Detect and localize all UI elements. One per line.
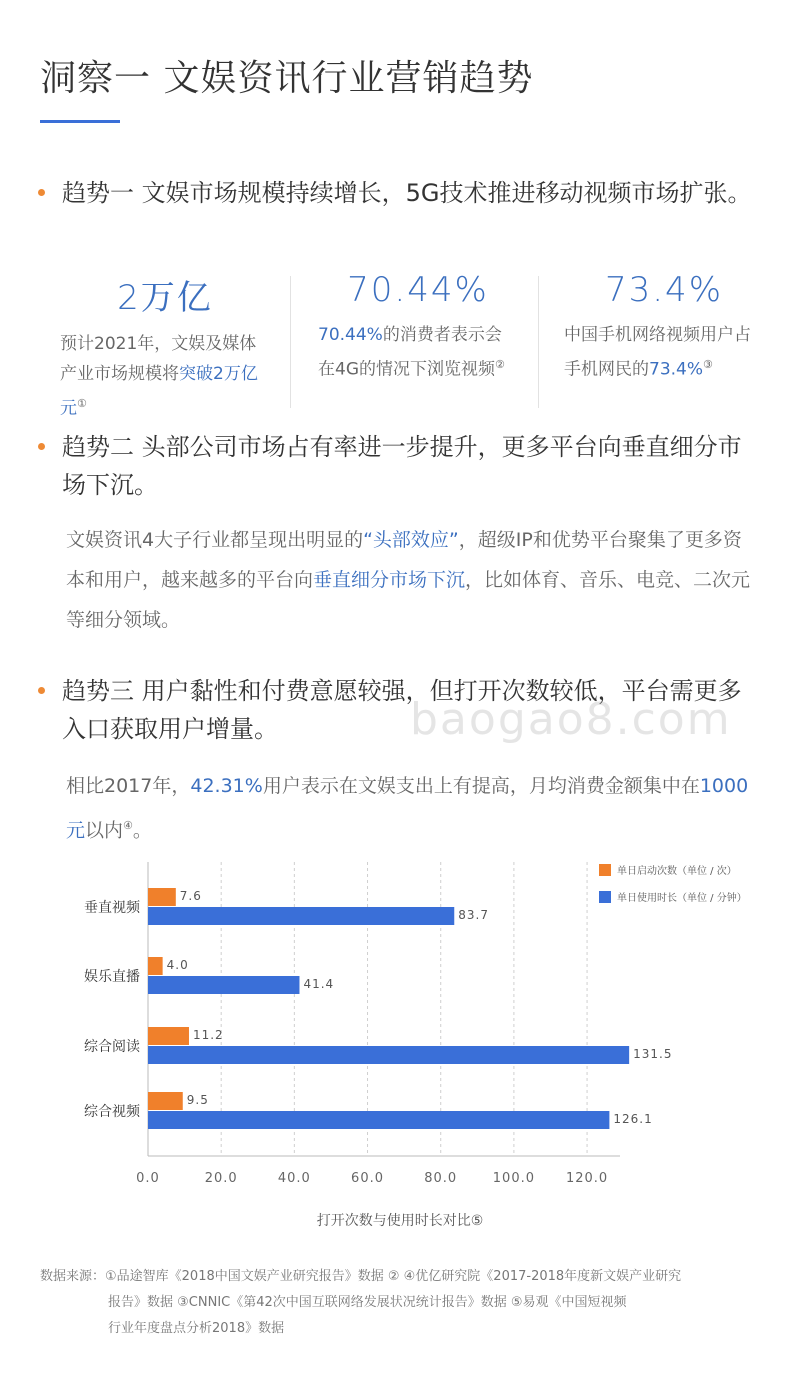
chart-title: 打开次数与使用时长对比: [316, 1213, 471, 1229]
para-text: ，比如体育、音乐、电竞、二次元等细分领域。: [66, 569, 751, 631]
trend-3-paragraph: [66, 766, 756, 850]
source-line: 数据来源：①品途智库《2018中国文娱产业研究报告》数据 ② ④优亿研究院《2017-2018年度新文娱产业研究: [40, 1269, 682, 1284]
title-underline: [40, 120, 120, 123]
bar-usage-duration: [148, 907, 454, 925]
para-text: 。: [132, 819, 152, 842]
trend-2-heading: [38, 428, 758, 504]
footnote-marker: ②: [495, 358, 505, 371]
stat-desc-text: 的消费者表示会在4G的情况下浏览视频: [318, 325, 502, 380]
data-source: [40, 1264, 760, 1342]
bar-value-label: 9.5: [186, 1093, 209, 1107]
trend-1-heading: [38, 174, 758, 212]
legend-label: 单日使用时长（单位 / 分钟）: [617, 893, 747, 904]
stat-desc-text: 中国手机网络视频用户占手机网民的: [564, 325, 751, 380]
trend-3-title: 趋势三 用户黏性和付费意愿较强，但打开次数较低，平台需更多入口获取用户增量。: [62, 677, 742, 743]
legend-label: 单日启动次数（单位 / 次）: [617, 866, 737, 877]
stats-row: [60, 270, 760, 419]
stat-divider: [290, 276, 291, 408]
source-line: 行业年度盘点分析2018》数据: [108, 1321, 285, 1336]
bar-usage-duration: [148, 1111, 609, 1129]
para-highlight: 垂直细分市场下沉: [313, 569, 466, 591]
x-tick-label: 80.0: [424, 1171, 458, 1186]
category-label: 综合视频: [84, 1104, 140, 1120]
stat-description: [60, 329, 270, 424]
bar-usage-duration: [148, 976, 299, 994]
footnote-marker: ③: [703, 358, 713, 371]
stat-4g-video: [318, 270, 518, 412]
bar-value-label: 41.4: [303, 977, 335, 991]
category-label: 综合阅读: [84, 1039, 140, 1055]
stat-description: [318, 320, 518, 385]
bar-value-label: 4.0: [166, 958, 189, 972]
source-line: 报告》数据 ③CNNIC《第42次中国互联网络发展状况统计报告》数据 ⑤易观《中国短视频: [108, 1295, 627, 1310]
bar-value-label: 131.5: [633, 1047, 673, 1061]
x-tick-label: 100.0: [492, 1171, 536, 1186]
stat-mobile-video: [564, 270, 764, 412]
bar-value-label: 126.1: [613, 1112, 653, 1126]
legend-swatch: [599, 891, 611, 903]
para-text: 以内: [85, 819, 124, 842]
stat-desc-text: 预计2021年，文娱及媒体产业市场规模将: [60, 334, 257, 384]
bar-launch-count: [148, 957, 163, 975]
footnote-marker: ⑤: [470, 1213, 484, 1229]
bar-chart: [0, 850, 800, 1190]
stat-divider: [538, 276, 539, 408]
bar-value-label: 83.7: [458, 908, 489, 922]
para-text: 用户表示在文娱支出上有提高，月均消费金额集中在: [262, 775, 700, 797]
stat-desc-highlight: 73.4%: [649, 359, 704, 380]
trend-2-title: 趋势二 头部公司市场占有率进一步提升，更多平台向垂直细分市场下沉。: [62, 433, 742, 499]
category-label: 垂直视频: [84, 900, 140, 916]
bar-value-label: 11.2: [192, 1028, 224, 1042]
trend-1-title: 趋势一 文娱市场规模持续增长，5G技术推进移动视频市场扩张。: [62, 179, 752, 207]
para-text: 相比2017年，: [66, 775, 191, 797]
bullet-dot-icon: [38, 189, 45, 196]
para-text: 文娱资讯4大子行业都呈现出明显的: [66, 529, 364, 551]
stat-market-size: [60, 270, 270, 419]
bullet-dot-icon: [38, 443, 45, 450]
bar-launch-count: [148, 1027, 189, 1045]
stat-description: [564, 320, 764, 385]
bar-value-label: 7.6: [179, 889, 202, 903]
footnote-marker: ④: [123, 819, 133, 832]
footnote-marker: ①: [77, 397, 87, 410]
para-highlight: 1000元: [66, 775, 749, 842]
stat-desc-highlight: 突破2万亿元: [60, 364, 258, 419]
category-label: 娱乐直播: [84, 969, 140, 985]
x-tick-label: 20.0: [204, 1171, 238, 1186]
trend-2-paragraph: [66, 520, 756, 640]
stat-value: 2万亿: [117, 278, 213, 318]
x-tick-label: 40.0: [277, 1171, 311, 1186]
para-text: ，超级IP和优势平台聚集了更多资本和用户，越来越多的平台向: [66, 529, 742, 591]
legend-swatch: [599, 864, 611, 876]
chart-caption: [0, 1210, 800, 1230]
x-tick-label: 120.0: [565, 1171, 609, 1186]
bar-launch-count: [148, 1092, 183, 1110]
x-tick-label: 60.0: [351, 1171, 385, 1186]
page-title: 洞察一 文娱资讯行业营销趋势: [40, 58, 534, 99]
bullet-dot-icon: [38, 687, 45, 694]
stat-value: 70.44%: [347, 270, 489, 310]
stat-value: 73.4%: [604, 270, 723, 310]
para-highlight: 42.31%: [190, 775, 263, 797]
bar-usage-duration: [148, 1046, 629, 1064]
para-highlight: “头部效应”: [363, 529, 459, 551]
watermark: baogao8.com: [410, 694, 732, 745]
stat-desc-highlight: 70.44%: [318, 325, 383, 345]
bar-launch-count: [148, 888, 176, 906]
x-tick-label: 0.0: [136, 1171, 160, 1186]
